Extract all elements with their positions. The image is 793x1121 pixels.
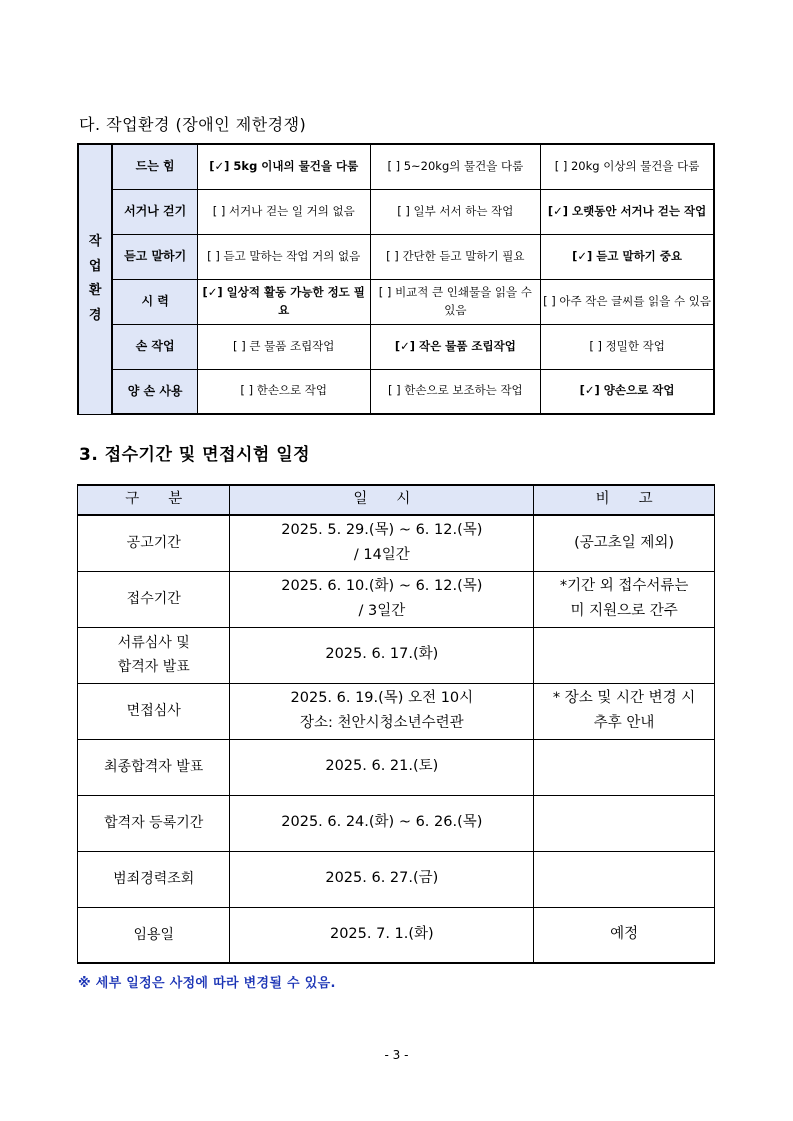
env-option: [ ] 20kg 이상의 물건을 다룸 [541, 144, 714, 189]
schedule-note: * 장소 및 시간 변경 시 추후 안내 [534, 683, 715, 739]
schedule-row [78, 739, 715, 795]
env-category: 서거나 걷기 [112, 189, 197, 234]
env-option: [ ] 아주 작은 글씨를 읽을 수 있음 [541, 279, 714, 324]
env-row [78, 144, 714, 189]
env-category: 시 력 [112, 279, 197, 324]
schedule-note: (공고초일 제외) [534, 515, 715, 571]
env-option: [ ] 5~20kg의 물건을 다룸 [370, 144, 541, 189]
schedule-category: 임용일 [78, 907, 230, 963]
schedule-note: 예정 [534, 907, 715, 963]
header-category: 구 분 [78, 485, 230, 515]
env-option: [ ] 큰 물품 조립작업 [197, 324, 370, 369]
env-row [78, 279, 714, 324]
schedule-row [78, 683, 715, 739]
schedule-row [78, 627, 715, 683]
env-option-selected: [✓] 작은 물품 조립작업 [370, 324, 541, 369]
env-section-heading: 다. 작업환경 (장애인 제한경쟁) [79, 115, 307, 134]
env-category: 양 손 사용 [112, 369, 197, 414]
schedule-category: 최종합격자 발표 [78, 739, 230, 795]
schedule-datetime: 2025. 7. 1.(화) [230, 907, 534, 963]
schedule-note [534, 627, 715, 683]
schedule-datetime: 2025. 6. 27.(금) [230, 851, 534, 907]
schedule-row [78, 571, 715, 627]
schedule-header-row [78, 485, 715, 515]
schedule-row [78, 515, 715, 571]
env-option-selected: [✓] 오랫동안 서거나 걷는 작업 [541, 189, 714, 234]
schedule-category: 면접심사 [78, 683, 230, 739]
work-environment-table [77, 143, 715, 415]
env-category: 손 작업 [112, 324, 197, 369]
env-category: 드는 힘 [112, 144, 197, 189]
env-option-selected: [✓] 5kg 이내의 물건을 다룸 [197, 144, 370, 189]
env-option: [ ] 한손으로 보조하는 작업 [370, 369, 541, 414]
env-option-selected: [✓] 양손으로 작업 [541, 369, 714, 414]
env-option-selected: [✓] 듣고 말하기 중요 [541, 234, 714, 279]
schedule-category: 접수기간 [78, 571, 230, 627]
schedule-datetime: 2025. 6. 17.(화) [230, 627, 534, 683]
page-number: - 3 - [384, 1048, 409, 1062]
env-side-label: 작 업 환 경 [78, 144, 112, 414]
env-category: 듣고 말하기 [112, 234, 197, 279]
schedule-row [78, 907, 715, 963]
schedule-category: 범죄경력조회 [78, 851, 230, 907]
env-option: [ ] 정밀한 작업 [541, 324, 714, 369]
env-row [78, 189, 714, 234]
env-option-selected: [✓] 일상적 활동 가능한 정도 필요 [197, 279, 370, 324]
schedule-datetime: 2025. 6. 10.(화) ~ 6. 12.(목) / 3일간 [230, 571, 534, 627]
env-row [78, 234, 714, 279]
schedule-note: *기간 외 접수서류는 미 지원으로 간주 [534, 571, 715, 627]
schedule-row [78, 795, 715, 851]
env-option: [ ] 한손으로 작업 [197, 369, 370, 414]
schedule-datetime: 2025. 6. 24.(화) ~ 6. 26.(목) [230, 795, 534, 851]
header-note: 비 고 [534, 485, 715, 515]
schedule-footnote: ※ 세부 일정은 사정에 따라 변경될 수 있음. [78, 976, 336, 991]
schedule-table [77, 484, 715, 964]
schedule-datetime: 2025. 6. 19.(목) 오전 10시 장소: 천안시청소년수련관 [230, 683, 534, 739]
schedule-row [78, 851, 715, 907]
schedule-section-heading: 3. 접수기간 및 면접시험 일정 [79, 445, 311, 465]
env-option: [ ] 비교적 큰 인쇄물을 읽을 수 있음 [370, 279, 541, 324]
env-row [78, 324, 714, 369]
schedule-note [534, 851, 715, 907]
schedule-category: 공고기간 [78, 515, 230, 571]
env-option: [ ] 일부 서서 하는 작업 [370, 189, 541, 234]
header-datetime: 일 시 [230, 485, 534, 515]
env-option: [ ] 서거나 걷는 일 거의 없음 [197, 189, 370, 234]
env-row [78, 369, 714, 414]
schedule-category: 합격자 등록기간 [78, 795, 230, 851]
schedule-note [534, 795, 715, 851]
env-option: [ ] 간단한 듣고 말하기 필요 [370, 234, 541, 279]
schedule-datetime: 2025. 5. 29.(목) ~ 6. 12.(목) / 14일간 [230, 515, 534, 571]
schedule-datetime: 2025. 6. 21.(토) [230, 739, 534, 795]
schedule-category: 서류심사 및 합격자 발표 [78, 627, 230, 683]
env-option: [ ] 듣고 말하는 작업 거의 없음 [197, 234, 370, 279]
schedule-note [534, 739, 715, 795]
